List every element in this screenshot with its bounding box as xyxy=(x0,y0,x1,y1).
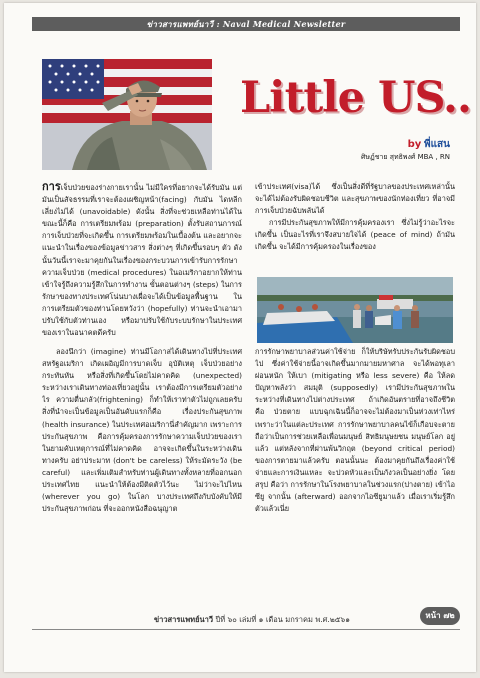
footer-magazine: ข่าวสารแพทย์นาวี xyxy=(154,615,214,624)
paragraph-3: การมีประกันสุขภาพให้มีการคุ้มครองเรา ซึ่งไม่รู้ว่าอะไรจะเกิดขึ้น เป็นอะไรที่เราจึงสบายใจได้ (peace of mind) ถ้ามันเกิดขึ้น จะได้มีการคุ้มครองในเรื่องของ xyxy=(255,218,455,252)
column-right-top xyxy=(255,181,455,281)
article-title: Little US.. xyxy=(240,73,471,123)
byline-name: พี่แสน xyxy=(424,139,450,150)
byline xyxy=(408,137,450,152)
paragraph-4: ลองนึกว่า (imagine) ท่านมีโอกาสได้เดินทางไปที่ประเทศสหรัฐอเมริกา เกิดเผอิญมีการบาดเจ็บ อุบัติเหตุ เจ็บป่วยอย่างกระทันหัน หรือสิ่งที่เกิดขึ้นโดยไม่คาดคิด (unexpected) ระหว่างเราเดินทางท่องเที่ยวอยู่นั้น เราต้องมีการเตรียมตัวอย่างไร ความตื่นกลัว(frightening) ก็ทำให้เราท่าตัวไม่ถูกเลยครับ สิ่งที่นำจะเป็นข้อมูลเป็นอันดับแรกก็คือ เรื่องประกันสุขภาพ (health insurance) ในประเทศอเมริกานี่สำคัญมาก เพราะการประกันสุขภาพ คือการคุ้มครองการรักษาความเจ็บป่วยของเราในยามคับเหตุการณ์ที่ไม่คาดคิด อาจจะเกิดขึ้นในระหว่างเดินทางครับ อย่าประมาท (don't be careless) ให้ระมัดระวัง (be careful) และเพิ่มเติมสำหรับท่านผู้เดินทางทั้งหลายที่ออกนอกประเทศไทย แนะนำให้ต้องมีติดตัวไว้นะ ไม่ว่าจะไปไหน (wherever you go) ในโลก บางประเทศถึงกับบังคับให้มีประกันสุขภาพก่อน ที่จะออกหนังสือฉนุญาต xyxy=(42,347,242,514)
paragraph-1: เจ็บป่วยของร่างกายเรานั้น ไม่มีใครที่อยากจะได้รับมัน แต่มันเป็นสัจธรรมที่เราจะต้องเผชิญหน้า(facing) กับมัน ไดหลีกเลี่ยงไม่ได้ (unavoidable) ดังนั้น สิ่งที่จะช่วยเหลือท่านได้ในขณะนี้ก็คือ การเตรียมพร้อม (preparation) ตั้งรับสถานการณ์การเจ็บป่วยที่จะเกิดขึ้น การเตรียมพร้อมในเบื้องต้น และอยากจะแนะนำในเรื่องของข้อมูลข่าวสาร สิ่งต่างๆ ที่เกิดขึ้นรอบๆ ตัว ดังนั้นวันนี้เราจะมาคุยกันในเรื่องของกระบวนการเข้ารับการรักษาความเจ็บป่วย (medical procedures) ในอเมริกาอยากให้ท่านเข้าใจรู้ถึงความรู้สึกในการทำงาน ขั้นตอนต่างๆ (steps) ในการรักษาของทางประเทศโน่นบางเผื่อจะได้เป็นข้อมูลพื้นฐาน ในการเตรียมตัวของท่านโดยหวังว่า (hopefully) ท่านจะนำเอามาปรับใช้กับตัวท่านเอง หรือมาปรับใช้กับระบบรักษาในประเทศของเราในอนาคตดีครับ xyxy=(42,183,242,338)
byline-by: by xyxy=(407,139,422,150)
soldier-salute-photo xyxy=(42,59,212,170)
rescue-boat-photo xyxy=(257,277,453,343)
footer-rule xyxy=(32,629,460,630)
newsletter-header: ข่าวสารแพทย์นาวี : Naval Medical Newsletter xyxy=(32,17,460,31)
footer-issue-text: ปีที่ ๖๐ เล่มที่ ๑ เดือน มกราคม พ.ศ.๒๕๖๑ xyxy=(215,615,350,624)
page-number: หน้า ๗๒ xyxy=(420,607,460,625)
footer-issue xyxy=(154,614,350,626)
paragraph-2: เข้าประเทศ(visa)ได้ ซึ่งเป็นสิ่งดีที่รัฐบาลของประเทศเหล่านั้น จะได้ไม่ต้องรับผิดชอบชีวิต และสุขภาพของนักท่องเที่ยว ที่อาจมีการเจ็บป่วยฉับพลันได้ xyxy=(255,182,455,216)
column-left-bottom xyxy=(42,346,242,586)
magazine-page xyxy=(4,3,476,672)
column-right-bottom xyxy=(255,346,455,586)
author-credit: ศิษฏ์ชาย สุทธิพงศ์ MBA , RN xyxy=(360,153,450,161)
drop-lead: การ xyxy=(42,181,61,193)
paragraph-5: การรักษาพยาบาลส่วนค่าใช้จ่าย ก็ให้บริษัทรับประกันรับผิดชอบไป ซึ่งค่าใช้จ่ายนี้อาจเกิดขึ้นมากมายมหาศาล จะได้พอทุเลา ผ่อนหนัก ให้เบา (mitigating หรือ less severe) คือ ให้ลดปัญหาพลังว่า สมมุติ (supposedly) เรามีประกันสุขภาพในระหว่างที่เดินทางไปต่างประเทศ ถ้าเกิดอันตรายที่อาจถึงชีวิต คือ ป่วยตาย แบบฉุกเฉินนี้ก็อาจจะไม่ต้องมาเป็นห่วงเท่าไหร่ เพราะว่าในแต่ละประเทศ การรักษาพยาบาลคนไข้ก็เกือบจะตาย ถือว่าเป็นการช่วยเหลือเพื่อนมนุษย์ สิทธิมนุษยชน มนุษย์โลก อยู่แล้ว แต่หลังจากที่ผ่านพ้นวิกฤต (beyond critical period) ของการตายมาแล้วครับ ตอนนั้นนะ ต้องมาคุยกันถึงเรื่องค่าใช้จ่ายและการเงินแหละ จะปวดหัวและเป็นกังวลเป็นอย่างยิ่ง โดยสรุป คือว่า การรักษาในโรงพยาบาลในช่วงแรก(ปางตาย) เข้าไอซียู จากนั้น (afterward) ออกจากไอซียูมาแล้ว เมื่อเราเริ่มรู้สึกตัวแล้วเนี่ย xyxy=(255,347,455,514)
